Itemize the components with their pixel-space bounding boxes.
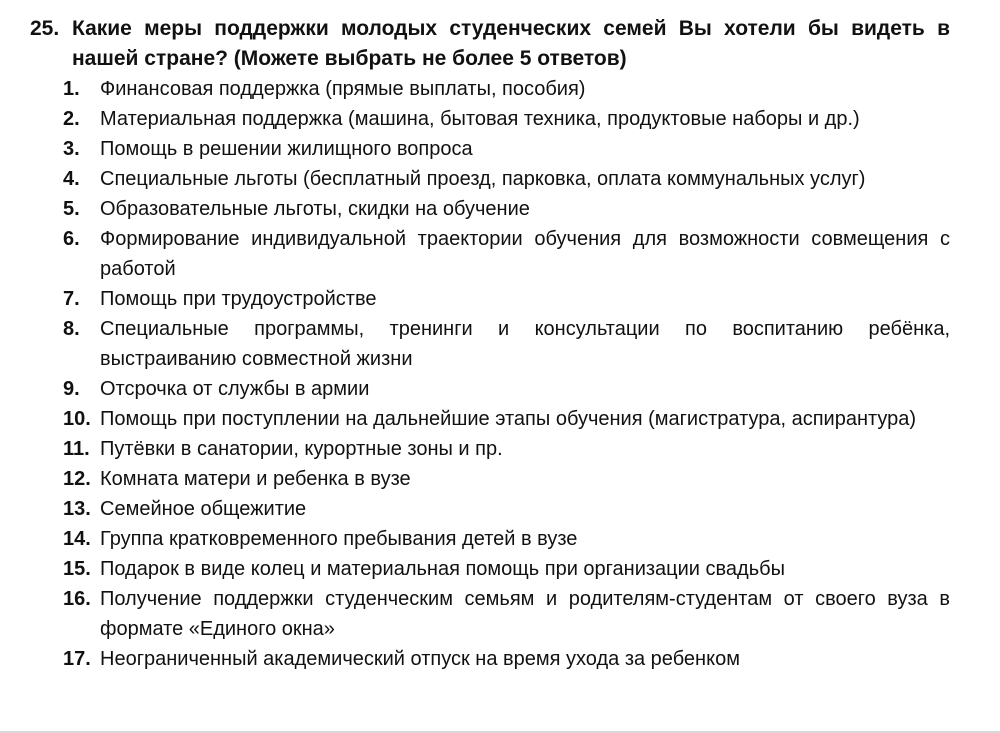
- answer-option: [63, 284, 950, 314]
- option-number: 12.: [63, 468, 91, 490]
- option-text: Подарок в виде колец и материальная помощь при организации свадьбы: [100, 558, 785, 580]
- option-text: Семейное общежитие: [100, 498, 307, 520]
- option-number: 3.: [63, 138, 80, 160]
- option-number: 1.: [63, 78, 80, 100]
- answer-option: [63, 434, 950, 464]
- option-text: Отсрочка от службы в армии: [100, 378, 370, 400]
- option-text: Путёвки в санатории, курортные зоны и пр.: [100, 438, 503, 460]
- option-number: 17.: [63, 648, 91, 670]
- answer-option: [63, 404, 950, 434]
- answer-option: [63, 554, 950, 584]
- option-number: 7.: [63, 288, 80, 310]
- option-text: Неограниченный академический отпуск на время ухода за ребенком: [100, 648, 740, 670]
- option-number: 13.: [63, 498, 91, 520]
- option-number: 5.: [63, 198, 80, 220]
- answer-options-list: [63, 74, 950, 674]
- option-number: 8.: [63, 318, 80, 340]
- option-text: Помощь при поступлении на дальнейшие этапы обучения (магистратура, аспирантура): [100, 408, 917, 430]
- answer-option: [63, 224, 950, 284]
- option-text: Образовательные льготы, скидки на обучение: [100, 198, 530, 220]
- answer-option: [63, 644, 950, 674]
- answer-option: [63, 524, 950, 554]
- option-text: Комната матери и ребенка в вузе: [100, 468, 411, 490]
- answer-option: [63, 164, 950, 194]
- answer-option: [63, 314, 950, 374]
- option-number: 4.: [63, 168, 80, 190]
- answer-option: [63, 74, 950, 104]
- answer-option: [63, 494, 950, 524]
- answer-option: [63, 194, 950, 224]
- option-text: Группа кратковременного пребывания детей в вузе: [100, 528, 578, 550]
- answer-option: [63, 134, 950, 164]
- option-number: 15.: [63, 558, 91, 580]
- option-text: Специальные программы, тренинги и консультации по воспитанию ребёнка, выстраиванию совместной жизни: [100, 318, 950, 370]
- option-number: 6.: [63, 228, 80, 250]
- option-number: 9.: [63, 378, 80, 400]
- option-text: Получение поддержки студенческим семьям и родителям-студентам от своего вуза в формате «Единого окна»: [100, 588, 950, 640]
- option-text: Финансовая поддержка (прямые выплаты, пособия): [100, 78, 586, 100]
- answer-option: [63, 584, 950, 644]
- question-heading: [30, 14, 950, 74]
- option-text: Помощь при трудоустройстве: [100, 288, 377, 310]
- option-number: 14.: [63, 528, 91, 550]
- option-number: 11.: [63, 438, 90, 460]
- option-number: 2.: [63, 108, 80, 130]
- option-text: Специальные льготы (бесплатный проезд, парковка, оплата коммунальных услуг): [100, 168, 866, 190]
- option-text: Помощь в решении жилищного вопроса: [100, 138, 473, 160]
- option-number: 16.: [63, 588, 91, 610]
- question-number: 25.: [30, 17, 60, 40]
- answer-option: [63, 464, 950, 494]
- question-text: Какие меры поддержки молодых студенческих семей Вы хотели бы видеть в нашей стране? (Можете выбрать не более 5 ответов): [72, 17, 950, 70]
- answer-option: [63, 104, 950, 134]
- option-text: Формирование индивидуальной траектории обучения для возможности совмещения с работой: [100, 228, 950, 280]
- answer-option: [63, 374, 950, 404]
- option-number: 10.: [63, 408, 91, 430]
- option-text: Материальная поддержка (машина, бытовая техника, продуктовые наборы и др.): [100, 108, 860, 130]
